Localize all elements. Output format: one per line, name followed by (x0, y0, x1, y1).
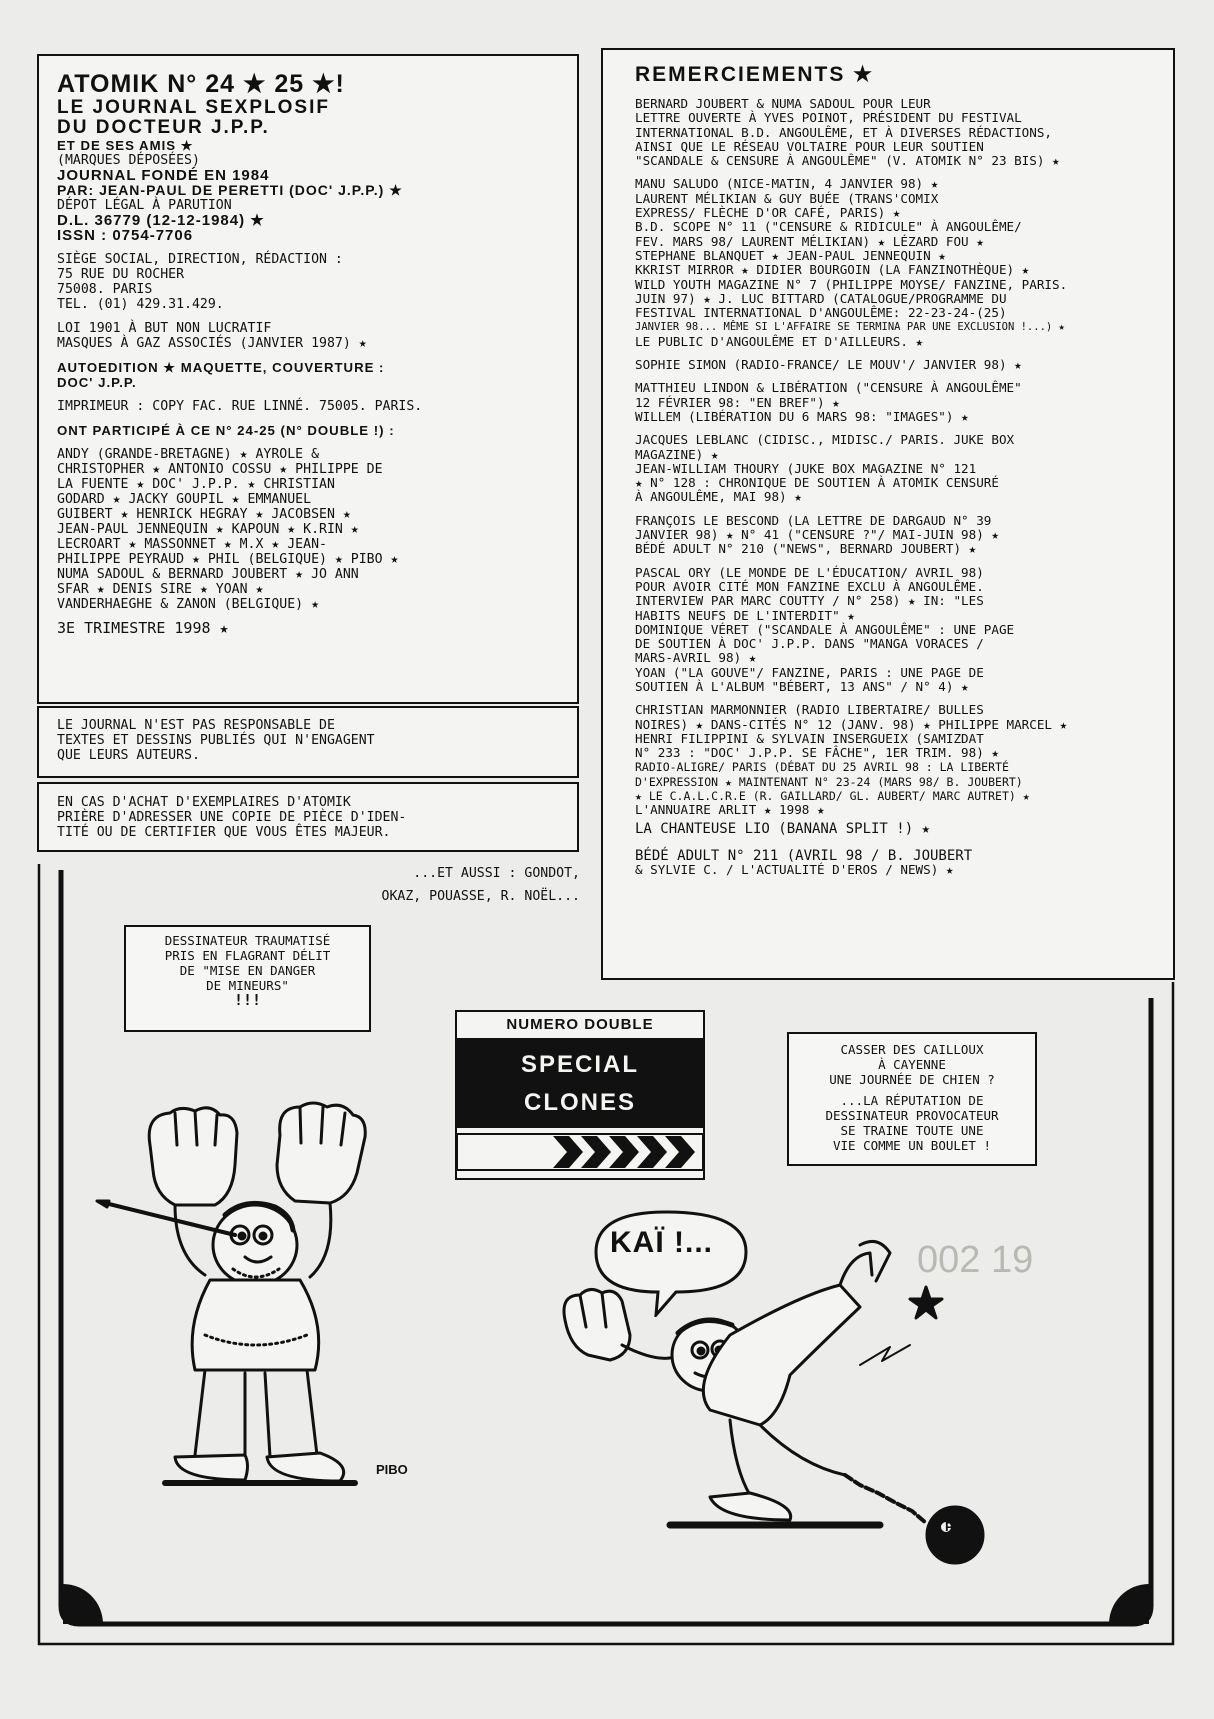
purchase-line: EN CAS D'ACHAT D'EXEMPLAIRES D'ATOMIK (57, 795, 351, 810)
clapperboard-banner (455, 1010, 705, 1180)
participants-line: SFAR ★ DENIS SIRE ★ YOAN ★ (57, 582, 264, 597)
banner-main (457, 1040, 703, 1128)
disclaimer-line: TEXTES ET DESSINS PUBLIÉS QUI N'ENGAGENT (57, 733, 375, 748)
thanks-title: REMERCIEMENTS ★ (635, 63, 875, 86)
thanks-line: AINSI QUE LE RÉSEAU VOLTAIRE POUR LEUR SOUTIEN (635, 138, 984, 154)
participants-line: CHRISTOPHER ★ ANTONIO COSSU ★ PHILIPPE DE (57, 462, 383, 477)
caption-left-line: DE "MISE EN DANGER (179, 963, 316, 978)
participants-line: GUIBERT ★ HENRICK HEGRAY ★ JACOBSEN ★ (57, 507, 351, 522)
quarter-line: 3E TRIMESTRE 1998 ★ (57, 619, 229, 637)
caption-right-line: UNE JOURNÉE DE CHIEN ? (829, 1072, 995, 1087)
thanks-line: NOIRES) ★ DANS-CITÉS N° 12 (JANV. 98) ★ PHILIPPE MARCEL ★ (635, 716, 1068, 732)
phone-line: TEL. (01) 429.31.429. (57, 297, 224, 312)
thanks-line: "SCANDALE & CENSURE À ANGOULÊME" (V. ATOMIK N° 23 BIS) ★ (635, 153, 1060, 169)
magazine-subtitle-2: DU DOCTEUR J.P.P. (57, 117, 270, 138)
thanks-line: LAURENT MÉLIKIAN & GUY BUÉE (TRANS'COMIX (635, 190, 939, 206)
thanks-line: MAGAZINE) ★ (635, 446, 719, 462)
thanks-line: & SYLVIE C. / L'ACTUALITÉ D'EROS / NEWS) ★ (635, 861, 954, 877)
thanks-line: FRANÇOIS LE BESCOND (LA LETTRE DE DARGAUD N° 39 (635, 512, 992, 528)
printer-line: IMPRIMEUR : COPY FAC. RUE LINNÉ. 75005. PARIS. (57, 399, 423, 414)
thanks-line: LE PUBLIC D'ANGOULÊME ET D'AILLEURS. ★ (635, 333, 924, 349)
caption-left-box (124, 925, 371, 1032)
masthead-line: JOURNAL FONDÉ EN 1984 (57, 167, 270, 184)
participants-line: JEAN-PAUL JENNEQUIN ★ KAPOUN ★ K.RIN ★ (57, 522, 359, 537)
magazine-title: ATOMIK N° 24 ★ 25 ★! (57, 70, 345, 98)
edition-line: AUTOEDITION ★ MAQUETTE, COUVERTURE : (57, 360, 385, 375)
masthead-line: DÉPOT LÉGAL À PARUTION (57, 198, 232, 213)
caption-right-line: ...LA RÉPUTATION DE (840, 1093, 984, 1108)
thanks-line: JUIN 97) ★ J. LUC BITTARD (CATALOGUE/PROGRAMME DU (635, 290, 1007, 306)
participants-line: LECROART ★ MASSONNET ★ M.X ★ JEAN- (57, 537, 327, 552)
thanks-line: BÉDÉ ADULT N° 210 ("NEWS", BERNARD JOUBERT) ★ (635, 541, 977, 557)
thanks-line: INTERNATIONAL B.D. ANGOULÊME, ET À DIVERSES RÉDACTIONS, (635, 124, 1053, 140)
prisoner-ball-chain-drawing (560, 1235, 1120, 1565)
masthead-line: PAR: JEAN-PAUL DE PERETTI (DOC' J.P.P.) ★ (57, 182, 403, 198)
chevron-stripes-icon (457, 1128, 703, 1178)
thanks-line: À ANGOULÊME, MAI 98) ★ (635, 489, 802, 505)
thanks-line: FEV. MARS 98/ LAURENT MÉLIKIAN) ★ LÉZARD FOU ★ (635, 233, 984, 249)
thanks-box (601, 48, 1175, 980)
caption-right-line: À CAYENNE (878, 1057, 946, 1072)
participants-line: ANDY (GRANDE-BRETAGNE) ★ AYROLE & (57, 447, 320, 462)
thanks-line: D'EXPRESSION ★ MAINTENANT N° 23-24 (MARS 98/ B. JOUBERT) (635, 774, 1023, 789)
signature-right: PiBo (945, 1519, 975, 1534)
edition-line: DOC' J.P.P. (57, 375, 137, 390)
caption-left-line: PRIS EN FLAGRANT DÉLIT (164, 948, 331, 963)
thanks-line: MARS-AVRIL 98) ★ (635, 650, 757, 666)
masthead-line: (MARQUES DÉPOSÉES) (57, 153, 200, 168)
thanks-line: JANVIER 98) ★ N° 41 ("CENSURE ?"/ MAI-JUIN 98) ★ (635, 527, 999, 543)
thanks-line: PASCAL ORY (LE MONDE DE L'ÉDUCATION/ AVRIL 98) (635, 564, 984, 580)
caption-right-line: DESSINATEUR PROVOCATEUR (825, 1108, 999, 1123)
thanks-line: 12 FÉVRIER 98: "EN BREF") ★ (635, 394, 840, 410)
caption-left-exclaim: !!! (233, 991, 262, 1009)
participants-line: PHILIPPE PEYRAUD ★ PHIL (BELGIQUE) ★ PIBO ★ (57, 552, 399, 567)
thanks-line: HENRI FILIPPINI & SYLVAIN INSERGUEIX (SAMIZDAT (635, 730, 984, 746)
thanks-line: B.D. SCOPE N° 11 ("CENSURE & RIDICULE" À ANGOULÊME/ (635, 219, 1022, 235)
thanks-line: CHRISTIAN MARMONNIER (RADIO LIBERTAIRE/ BULLES (635, 702, 984, 718)
participants-heading: ONT PARTICIPÉ À CE N° 24-25 (N° DOUBLE !) : (57, 423, 395, 438)
thanks-line: INTERVIEW PAR MARC COUTTY / N° 258) ★ IN: "LES (635, 593, 984, 609)
thanks-line: ★ N° 128 : CHRONIQUE DE SOUTIEN À ATOMIK CENSURÉ (635, 475, 999, 491)
thanks-line: POUR AVOIR CITÉ MON FANZINE EXCLU À ANGOULÊME. (635, 578, 984, 594)
thanks-line: N° 233 : "DOC' J.P.P. SE FÂCHE", 1ER TRIM. 98) ★ (635, 745, 999, 761)
thanks-line: LETTRE OUVERTE À YVES POINOT, PRÉSIDENT DU FESTIVAL (635, 110, 1022, 126)
address-line: 75008. PARIS (57, 282, 153, 297)
thanks-line: BÉDÉ ADULT N° 211 (AVRIL 98 / B. JOUBERT (635, 847, 973, 864)
thanks-line: SOUTIEN À L'ALBUM "BÉBERT, 13 ANS" / N° 4) ★ (635, 678, 969, 694)
thanks-line: FESTIVAL INTERNATIONAL D'ANGOULÊME: 22-23-24-(25) (635, 305, 1007, 321)
participants-line: LA FUENTE ★ DOC' J.P.P. ★ CHRISTIAN (57, 477, 335, 492)
purchase-line: PRIÈRE D'ADRESSER UNE COPIE DE PIÈCE D'IDEN- (57, 810, 407, 825)
thanks-line: JACQUES LEBLANC (CIDISC., MIDISC./ PARIS. JUKE BOX (635, 432, 1015, 448)
disclaimer-box (37, 706, 579, 778)
thanks-line: WILLEM (LIBÉRATION DU 6 MARS 98: "IMAGES") ★ (635, 408, 969, 424)
banner-top: NUMERO DOUBLE (457, 1012, 703, 1040)
magazine-subtitle: LE JOURNAL SEXPLOSIF (57, 97, 330, 118)
disclaimer-line: LE JOURNAL N'EST PAS RESPONSABLE DE (57, 718, 335, 733)
address-line: SIÈGE SOCIAL, DIRECTION, RÉDACTION : (57, 252, 343, 267)
banner-line: SPECIAL (520, 1051, 639, 1078)
thanks-line: L'ANNUAIRE ARLIT ★ 1998 ★ (635, 802, 825, 818)
caption-right-line: CASSER DES CAILLOUX (840, 1042, 984, 1057)
banner-line: CLONES (523, 1089, 636, 1116)
participants-line: GODARD ★ JACKY GOUPIL ★ EMMANUEL (57, 492, 312, 507)
address-line: 75 RUE DU ROCHER (57, 267, 185, 282)
caption-right-line: SE TRAINE TOUTE UNE (840, 1123, 984, 1138)
thanks-line: HABITS NEUFS DE L'INTERDIT" ★ (635, 607, 855, 623)
thanks-line: LA CHANTEUSE LIO (BANANA SPLIT !) ★ (635, 820, 931, 837)
thanks-line: MATTHIEU LINDON & LIBÉRATION ("CENSURE À ANGOULÊME" (635, 380, 1022, 396)
thanks-line: WILD YOUTH MAGAZINE N° 7 (PHILIPPE MOYSE/ FANZINE, PARIS. (635, 276, 1068, 292)
thanks-line: ★ LE C.A.L.C.R.E (R. GAILLARD/ GL. AUBERT/ MARC AUTRET) ★ (635, 789, 1030, 804)
thanks-line: STEPHANE BLANQUET ★ JEAN-PAUL JENNEQUIN ★ (635, 247, 946, 263)
caption-right-box (787, 1032, 1037, 1166)
caption-left-line: DESSINATEUR TRAUMATISÉ (164, 933, 331, 948)
thanks-line: RADIO-ALIGRE/ PARIS (DÉBAT DU 25 AVRIL 98 : LA LIBERTÉ (635, 760, 1009, 775)
masthead-line: ET DE SES AMIS ★ (57, 138, 194, 153)
association-line: LOI 1901 À BUT NON LUCRATIF (57, 321, 272, 336)
signature-left: PIBO (376, 1462, 408, 1477)
association-line: MASQUES À GAZ ASSOCIÉS (JANVIER 1987) ★ (57, 336, 367, 351)
thanks-line: DOMINIQUE VÉRET ("SCANDALE À ANGOULÊME" : UNE PAGE (635, 621, 1015, 637)
participants-line: VANDERHAEGHE & ZANON (BELGIQUE) ★ (57, 597, 320, 612)
legal-deposit: D.L. 36779 (12-12-1984) ★ (57, 212, 265, 229)
bleed-number: 002 19 (917, 1239, 1034, 1281)
thanks-line: BERNARD JOUBERT & NUMA SADOUL POUR LEUR (635, 96, 931, 111)
cartoonist-hands-up-drawing (95, 1085, 415, 1505)
masthead-box (37, 54, 579, 704)
speech-text: KAÏ !... (610, 1226, 713, 1259)
thanks-line: MANU SALUDO (NICE-MATIN, 4 JANVIER 98) ★ (635, 176, 939, 192)
also-line: ...ET AUSSI : GONDOT, (413, 866, 580, 881)
thanks-line: EXPRESS/ FLÈCHE D'OR CAFÉ, PARIS) ★ (635, 205, 901, 221)
issn: ISSN : 0754-7706 (57, 227, 194, 244)
thanks-line: JANVIER 98... MÊME SI L'AFFAIRE SE TERMINA PAR UNE EXCLUSION !...) ★ (635, 321, 1065, 334)
thanks-line: YOAN ("LA GOUVE"/ FANZINE, PARIS : UNE PAGE DE (635, 664, 984, 680)
also-line: OKAZ, POUASSE, R. NOËL... (381, 889, 580, 904)
disclaimer-line: QUE LEURS AUTEURS. (57, 748, 200, 763)
thanks-line: JEAN-WILLIAM THOURY (JUKE BOX MAGAZINE N° 121 (635, 460, 977, 476)
thanks-line: KKRIST MIRROR ★ DIDIER BOURGOIN (LA FANZINOTHÈQUE) ★ (635, 262, 1030, 278)
caption-left-line: DE MINEURS" (206, 978, 289, 993)
thanks-line: DE SOUTIEN À DOC' J.P.P. DANS "MANGA VORACES / (635, 636, 984, 652)
thanks-line: SOPHIE SIMON (RADIO-FRANCE/ LE MOUV'/ JANVIER 98) ★ (635, 357, 1022, 373)
purchase-line: TITÉ OU DE CERTIFIER QUE VOUS ÊTES MAJEUR. (57, 825, 391, 840)
caption-right-line: VIE COMME UN BOULET ! (832, 1138, 992, 1153)
participants-line: NUMA SADOUL & BERNARD JOUBERT ★ JO ANN (57, 567, 359, 582)
purchase-notice-box (37, 782, 579, 852)
